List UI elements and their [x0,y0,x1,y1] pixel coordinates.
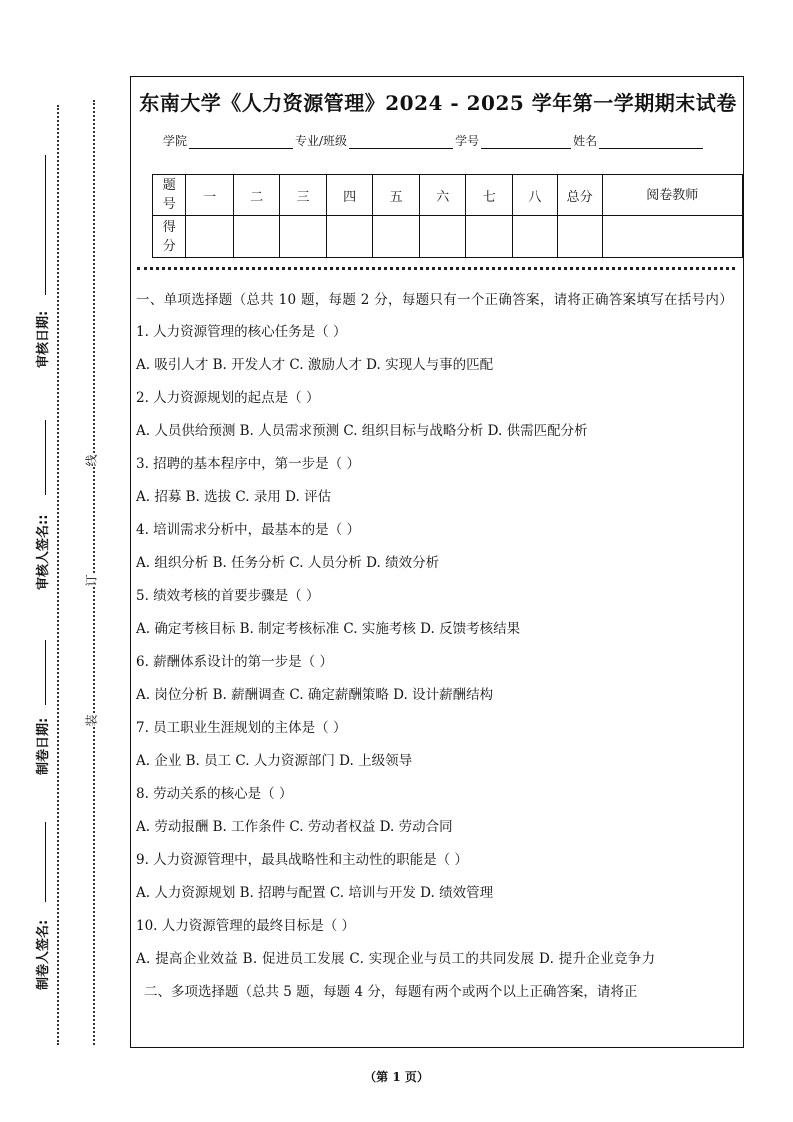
question: 2. 人力资源规划的起点是（ ） [136,390,320,406]
make-signature-line [45,822,46,902]
question: 1. 人力资源管理的核心任务是（ ） [136,324,347,340]
options: A. 劳动报酬 B. 工作条件 C. 劳动者权益 D. 劳动合同 [136,819,453,835]
question: 4. 培训需求分析中，最基本的是（ ） [136,522,360,538]
options: A. 人力资源规划 B. 招聘与配置 C. 培训与开发 D. 绩效管理 [136,885,494,901]
score-table-header-row [153,175,743,216]
score-cell-total[interactable] [557,216,602,258]
col-header-grader: 阅卷教师 [602,175,742,216]
name-field[interactable] [599,134,703,149]
question: 10. 人力资源管理的最终目标是（ ） [136,918,356,934]
col-header: 三 [280,175,327,216]
question: 8. 劳动关系的核心是（ ） [136,786,293,802]
major-class-field[interactable] [349,134,453,149]
question: 7. 员工职业生涯规划的主体是（ ） [136,720,347,736]
options: A. 组织分析 B. 任务分析 C. 人员分析 D. 绩效分析 [136,555,440,571]
score-cell[interactable] [466,216,513,258]
exam-paper [130,76,744,1048]
make-signature-label: 制卷人签名: [36,919,51,990]
binding-dotted-line [57,105,59,1045]
binding-dotted-line-inner [93,100,95,1045]
options: A. 岗位分析 B. 薪酬调查 C. 确定薪酬策略 D. 设计薪酬结构 [136,687,494,703]
score-cell[interactable] [419,216,466,258]
score-cell-grader[interactable] [602,216,742,258]
make-date-label: 制卷日期: [36,717,51,775]
col-header-total: 总分 [557,175,602,216]
question: 5. 绩效考核的首要步骤是（ ） [136,588,320,604]
section2-heading: 二、多项选择题（总共 5 题，每题 4 分，每题有两个或两个以上正确答案，请将正 [144,984,638,1000]
student-info-row [163,132,705,149]
col-header: 四 [326,175,373,216]
student-id-field[interactable] [481,134,571,149]
approve-date-label: 审核日期: [36,310,51,368]
options: A. 确定考核目标 B. 制定考核标准 C. 实施考核 D. 反馈考核结果 [136,621,521,637]
approve-signature-line [45,420,46,495]
score-cell[interactable] [373,216,420,258]
row-label-score: 得分 [153,216,186,258]
approve-signature-label: 审核人签名:: [36,514,51,590]
options: A. 人员供给预测 B. 人员需求预测 C. 组织目标与战略分析 D. 供需匹配分析 [136,423,588,439]
name-label: 姓名 [573,134,598,148]
exam-body [136,290,740,1002]
section1-heading: 一、单项选择题（总共 10 题，每题 2 分，每题只有一个正确答案，请将正确答案填写在括号内） [136,292,734,308]
bind-mark-bind: 装 [81,714,102,726]
col-header: 八 [513,175,558,216]
row-label-question-no: 题号 [153,175,186,216]
make-date-line [45,640,46,705]
col-header: 六 [419,175,466,216]
score-table-score-row [153,216,743,258]
score-table [152,174,743,258]
binding-margin [0,0,130,1060]
col-header: 七 [466,175,513,216]
question: 3. 招聘的基本程序中，第一步是（ ） [136,456,360,472]
college-field[interactable] [189,134,293,149]
question: 9. 人力资源管理中，最具战略性和主动性的职能是（ ） [136,852,468,868]
score-cell[interactable] [233,216,280,258]
dotted-separator [137,267,735,270]
college-label: 学院 [163,134,188,148]
student-id-label: 学号 [455,134,480,148]
col-header: 一 [186,175,233,216]
page-number: （第 1 页） [364,1070,429,1084]
exam-title: 东南大学《人力资源管理》2024 - 2025 学年第一学期期末试卷 [139,91,737,115]
score-cell[interactable] [326,216,373,258]
bind-mark-staple: 订 [81,574,102,586]
major-class-label: 专业/班级 [295,134,348,148]
score-cell[interactable] [280,216,327,258]
options: A. 企业 B. 员工 C. 人力资源部门 D. 上级领导 [136,753,413,769]
options: A. 吸引人才 B. 开发人才 C. 激励人才 D. 实现人与事的匹配 [136,357,494,373]
bind-mark-line: 线 [81,454,102,466]
col-header: 二 [233,175,280,216]
col-header: 五 [373,175,420,216]
approve-date-line [45,155,46,295]
score-cell[interactable] [513,216,558,258]
options: A. 招募 B. 选拔 C. 录用 D. 评估 [136,489,332,505]
question: 6. 薪酬体系设计的第一步是（ ） [136,654,333,670]
score-cell[interactable] [186,216,233,258]
options: A. 提高企业效益 B. 促进员工发展 C. 实现企业与员工的共同发展 D. 提升企业竞争力 [136,951,656,967]
